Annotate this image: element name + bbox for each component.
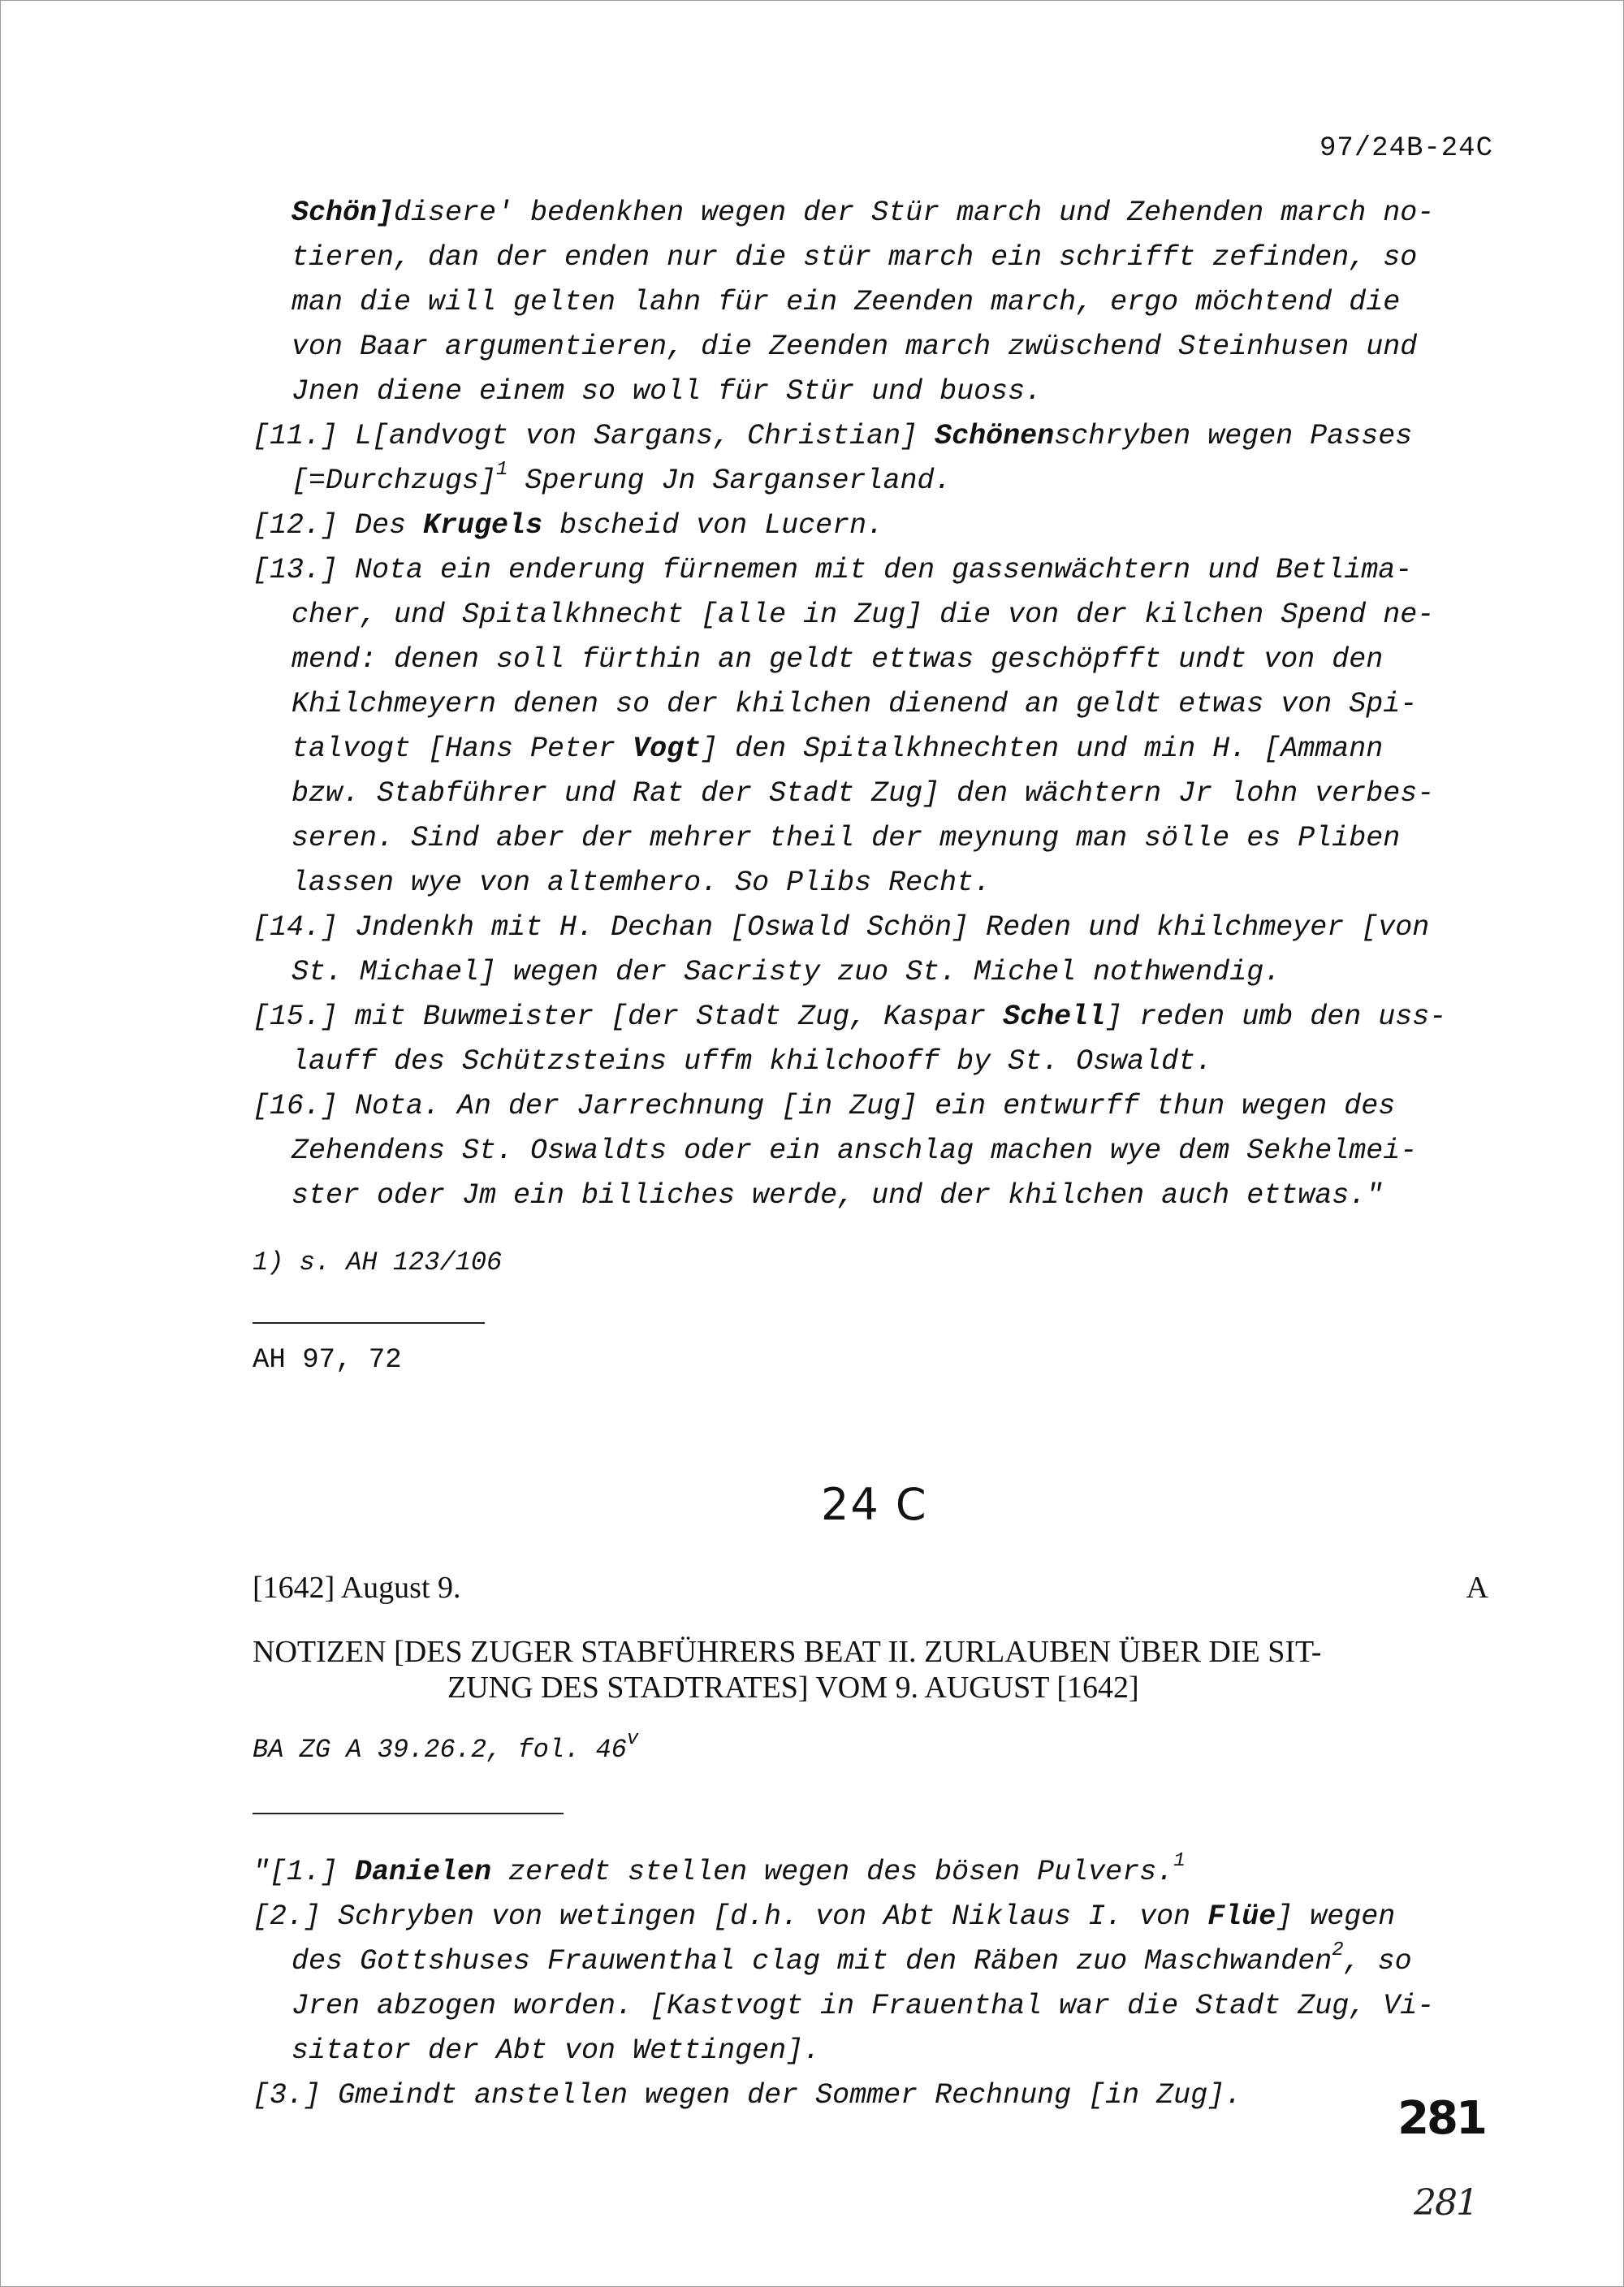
text-segment: talvogt [Hans Peter <box>292 733 633 765</box>
text-segment: disere' bedenkhen wegen der Stür march und Zehenden march no- <box>394 197 1435 229</box>
text-segment: [3.] Gmeindt anstellen wegen der Sommer Rechnung [in Zug]. <box>253 2079 1242 2112</box>
archive-source <box>253 1728 639 1765</box>
text-segment: zeredt stellen wegen des bösen Pulvers. <box>491 1856 1174 1888</box>
text-segment: Vogt <box>633 733 702 765</box>
heading-line-1: NOTIZEN [DES ZUGER STABFÜHRERS BEAT II. ZURLAUBEN ÜBER DIE SIT- <box>253 1635 1322 1669</box>
text-segment: bscheid von Lucern. <box>542 509 884 542</box>
text-segment: seren. Sind aber der mehrer theil der meynung man sölle es Pliben <box>292 822 1401 854</box>
document-date: [1642] August 9. <box>253 1571 461 1605</box>
text-segment: ] wegen <box>1276 1900 1396 1933</box>
text-line <box>253 1174 1495 1218</box>
text-segment: schryben wegen Passes <box>1054 420 1413 452</box>
text-segment: Flüe <box>1207 1900 1276 1933</box>
text-segment: [12.] Des <box>253 509 424 542</box>
text-line <box>253 1040 1495 1084</box>
text-line <box>253 727 1495 772</box>
text-segment: Jren abzogen worden. [Kastvogt in Frauenthal war die Stadt Zug, Vi- <box>292 1990 1435 2022</box>
text-segment: lauff des Schützsteins uffm khilchooff by St. Oswaldt. <box>292 1045 1213 1078</box>
footnote-divider <box>253 1322 485 1324</box>
text-line <box>253 1984 1495 2029</box>
text-segment: des Gottshuses Frauwenthal clag mit den Räben zuo Maschwanden <box>292 1945 1332 1978</box>
text-line <box>253 2073 1495 2118</box>
text-segment: Schönen <box>935 420 1055 452</box>
document-heading <box>253 1634 1503 1706</box>
document-number: 24 C <box>821 1479 928 1530</box>
text-line <box>253 772 1495 816</box>
text-line <box>253 1895 1495 1939</box>
section-1-text <box>253 191 1495 1218</box>
text-segment: [15.] mit Buwmeister [der Stadt Zug, Kaspar <box>253 1001 1004 1033</box>
footnote-marker: 2 <box>1332 1939 1344 1962</box>
text-line <box>253 191 1495 236</box>
text-line <box>253 593 1495 638</box>
archive-source-text: BA ZG A 39.26.2, fol. 46 <box>253 1735 627 1765</box>
text-segment: tieren, dan der enden nur die stür march ein schrifft zefinden, so <box>292 241 1418 274</box>
text-line <box>253 325 1495 370</box>
text-segment: St. Michael] wegen der Sacristy zuo St. Michel nothwendig. <box>292 956 1281 988</box>
text-segment: [2.] Schryben von wetingen [d.h. von Abt Niklaus I. von <box>253 1900 1208 1933</box>
page-number-handwritten: 281 <box>1414 2182 1477 2224</box>
document-reference: 97/24B-24C <box>1319 133 1493 164</box>
text-segment: von Baar argumentieren, die Zeenden march zwüschend Steinhusen und <box>292 331 1418 363</box>
footnote-marker: 1 <box>496 459 508 482</box>
text-line <box>253 1084 1495 1129</box>
text-segment: ster oder Jm ein billiches werde, und der khilchen auch ettwas." <box>292 1179 1384 1212</box>
text-line <box>253 2029 1495 2073</box>
source-reference: AH 97, 72 <box>253 1345 402 1376</box>
text-segment: sitator der Abt von Wettingen]. <box>292 2034 821 2067</box>
text-segment: mend: denen soll fürthin an geldt ettwas geschöpfft undt von den <box>292 643 1384 676</box>
text-line <box>253 906 1495 950</box>
text-segment: "[1.] <box>253 1856 356 1888</box>
text-line <box>253 504 1495 548</box>
document-letter: A <box>1466 1571 1488 1605</box>
text-segment: [14.] Jndenkh mit H. Dechan [Oswald Schön] Reden und khilchmeyer [von <box>253 911 1430 944</box>
text-segment: ] reden umb den uss- <box>1105 1001 1447 1033</box>
text-segment: [=Durchzugs] <box>292 465 497 497</box>
text-line <box>253 1850 1495 1895</box>
text-segment: [13.] Nota ein enderung fürnemen mit den gassenwächtern und Betlima- <box>253 554 1413 586</box>
text-line <box>253 414 1495 459</box>
text-segment: man die will gelten lahn für ein Zeenden march, ergo möchtend die <box>292 286 1401 318</box>
text-segment: bzw. Stabführer und Rat der Stadt Zug] den wächtern Jr lohn verbes- <box>292 777 1435 810</box>
text-segment: Zehendens St. Oswaldts oder ein anschlag machen wye dem Sekhelmei- <box>292 1135 1418 1167</box>
text-segment: ] den Spitalkhnechten und min H. [Ammann <box>701 733 1384 765</box>
text-segment: [11.] L[andvogt von Sargans, Christian] <box>253 420 935 452</box>
heading-line-2: ZUNG DES STADTRATES] VOM 9. AUGUST [1642] <box>447 1671 1139 1705</box>
text-line <box>253 638 1495 682</box>
text-line <box>253 861 1495 906</box>
text-segment: Sperung Jn Sarganserland. <box>508 465 952 497</box>
text-segment: Khilchmeyern denen so der khilchen dienend an geldt etwas von Spi- <box>292 688 1418 720</box>
text-line <box>253 370 1495 414</box>
text-line <box>253 682 1495 727</box>
text-line <box>253 236 1495 280</box>
archive-source-folio-side: v <box>626 1728 639 1751</box>
text-segment: Krugels <box>423 509 543 542</box>
text-line <box>253 548 1495 593</box>
text-segment: Schell <box>1003 1001 1106 1033</box>
text-segment: lassen wye von altemhero. So Plibs Recht. <box>292 867 991 899</box>
text-line <box>253 1939 1495 1984</box>
footnote-1: 1) s. AH 123/106 <box>253 1247 503 1278</box>
text-segment: cher, und Spitalkhnecht [alle in Zug] die von der kilchen Spend ne- <box>292 599 1435 631</box>
text-segment: Schön] <box>292 197 395 229</box>
text-line <box>253 280 1495 325</box>
page-number-stamp: 281 <box>1397 2092 1485 2145</box>
text-line <box>253 950 1495 995</box>
text-segment: [16.] Nota. An der Jarrechnung [in Zug] ein entwurff thun wegen des <box>253 1090 1396 1122</box>
text-segment: , so <box>1343 1945 1412 1978</box>
source-divider <box>253 1813 564 1814</box>
text-segment: Danielen <box>355 1856 492 1888</box>
text-line <box>253 816 1495 861</box>
text-line <box>253 1129 1495 1174</box>
text-segment: Jnen diene einem so woll für Stür und buoss. <box>292 375 1043 408</box>
footnote-marker: 1 <box>1173 1850 1186 1873</box>
section-2-text <box>253 1850 1495 2118</box>
text-line <box>253 459 1495 504</box>
text-line <box>253 995 1495 1040</box>
